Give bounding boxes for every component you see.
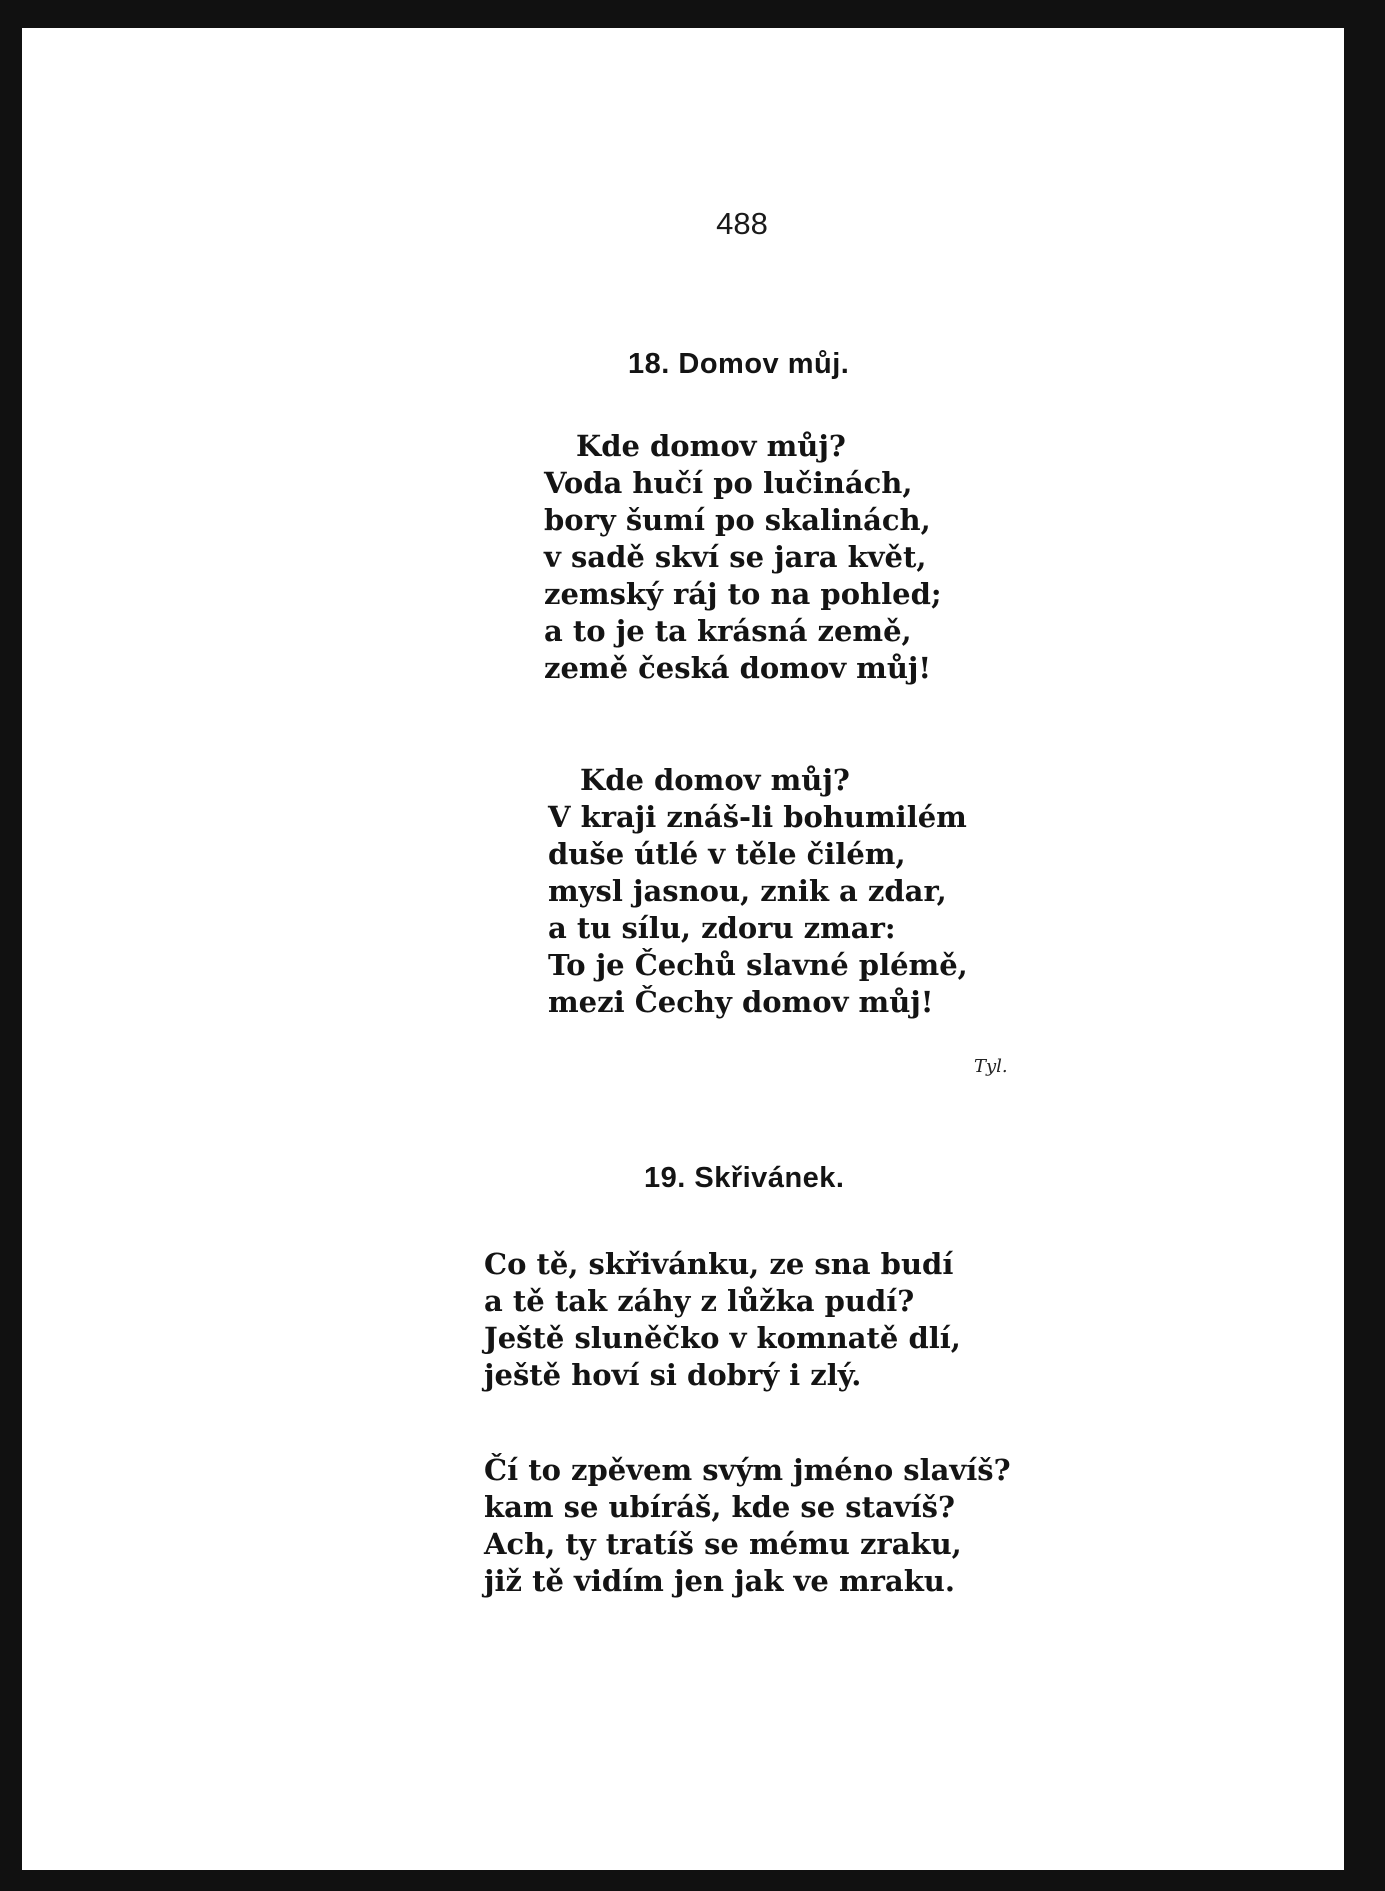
verse-line: a tě tak záhy z lůžka pudí? [484,1284,915,1318]
verse-line: Co tě, skřivánku, ze sna budí [484,1247,954,1281]
page-number: 488 [716,206,768,241]
poem-1-stanza-1 [544,428,942,687]
verse-line: ještě hoví si dobrý i zlý. [484,1358,862,1392]
verse-line: Ještě sluněčko v komnatě dlí, [484,1321,961,1355]
poem-1-stanza-2 [548,762,968,1021]
verse-line: To je Čechů slavné plémě, [548,948,968,982]
poem-2-stanza-2 [484,1452,1011,1600]
poem-author: Tyl. [974,1056,1008,1077]
verse-line: v sadě skví se jara květ, [544,540,927,574]
verse-line: zemský ráj to na pohled; [544,577,942,611]
verse-line: již tě vidím jen jak ve mraku. [484,1564,955,1598]
book-page [22,28,1344,1870]
verse-line: mezi Čechy domov můj! [548,985,934,1019]
verse-line: bory šumí po skalinách, [544,503,931,537]
poem-title-skrivanek: 19. Skřivánek. [644,1162,845,1194]
verse-line: Čí to zpěvem svým jméno slavíš? [484,1453,1011,1487]
verse-line: kam se ubíráš, kde se stavíš? [484,1490,955,1524]
verse-line: a tu sílu, zdoru zmar: [548,911,896,945]
verse-line: Kde domov můj? [576,429,846,463]
poem-2-stanza-1 [484,1246,961,1394]
verse-line: a to je ta krásná země, [544,614,912,648]
verse-line: mysl jasnou, znik a zdar, [548,874,947,908]
verse-line: V kraji znáš-li bohumilém [548,800,967,834]
verse-line: Voda hučí po lučinách, [544,466,913,500]
verse-line: země česká domov můj! [544,651,932,685]
verse-line: Kde domov můj? [580,763,850,797]
poem-title-domov-muj: 18. Domov můj. [628,348,850,380]
verse-line: Ach, ty tratíš se mému zraku, [484,1527,962,1561]
verse-line: duše útlé v těle čilém, [548,837,906,871]
